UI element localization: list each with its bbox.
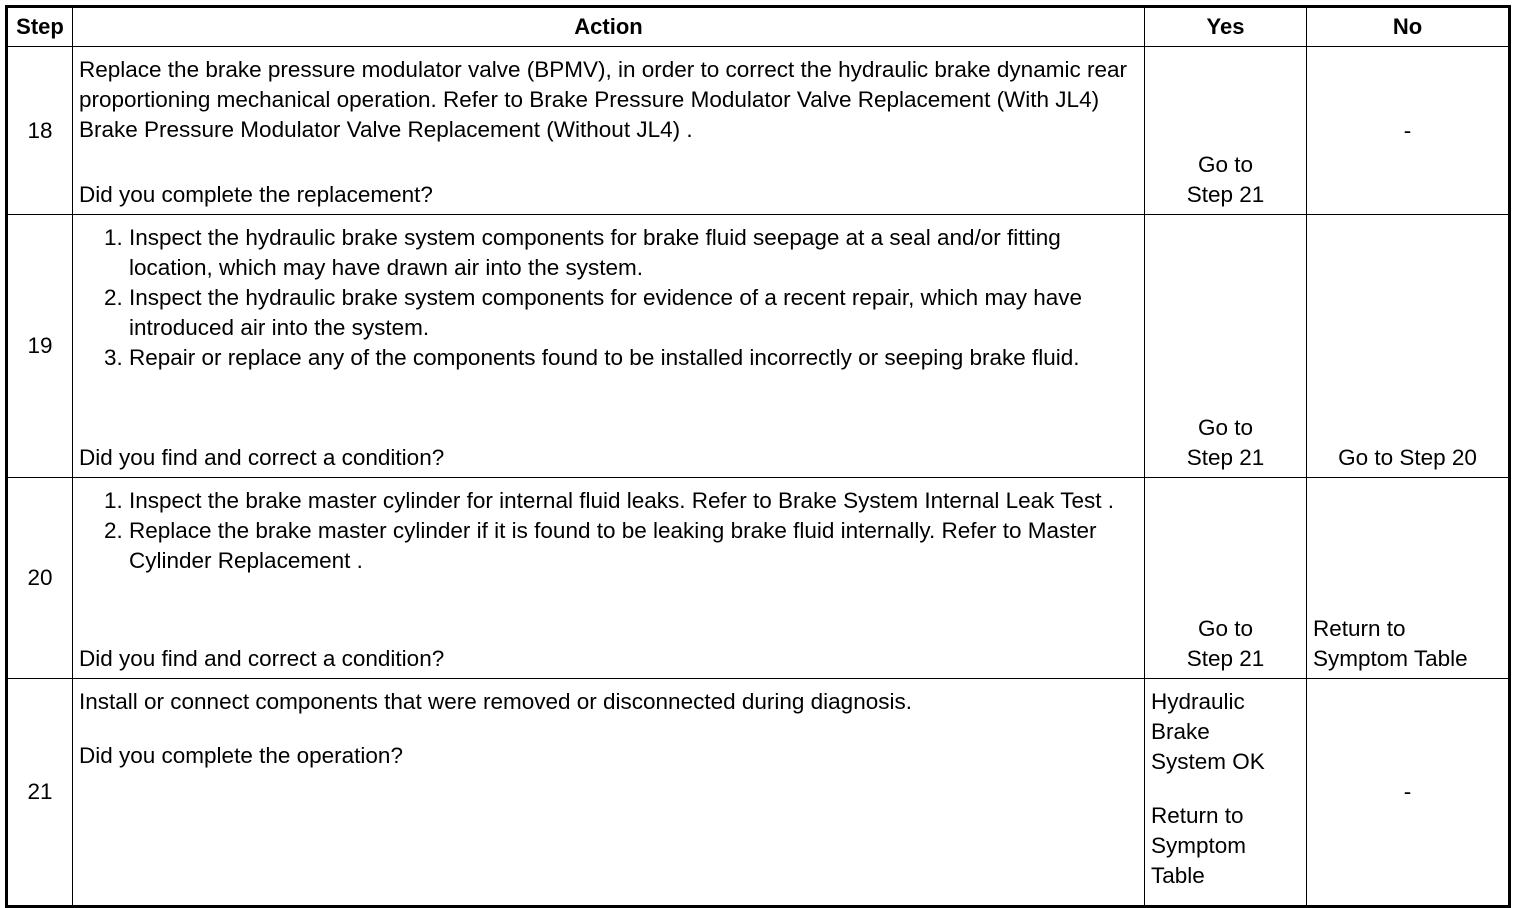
yes-line: Table bbox=[1151, 863, 1205, 888]
step-number: 19 bbox=[7, 215, 73, 478]
yes-line: Brake bbox=[1151, 719, 1210, 744]
header-action: Action bbox=[73, 7, 1145, 47]
header-no: No bbox=[1307, 7, 1510, 47]
action-cell bbox=[73, 679, 1145, 907]
list-item: 2. Replace the brake master cylinder if it is found to be leaking brake fluid internally. Refer to Master Cylinder Replacement . bbox=[129, 516, 1138, 576]
action-question: Did you complete the replacement? bbox=[79, 182, 433, 207]
no-cell: - bbox=[1307, 679, 1510, 907]
list-item: 2. Inspect the hydraulic brake system components for evidence of a recent repair, which may have introduced air into the system. bbox=[129, 283, 1138, 343]
yes-cell bbox=[1145, 679, 1307, 907]
table-row bbox=[7, 47, 1510, 215]
header-yes: Yes bbox=[1145, 7, 1307, 47]
action-cell bbox=[73, 47, 1145, 215]
yes-cell bbox=[1145, 47, 1307, 215]
yes-line: Go to bbox=[1197, 415, 1254, 440]
header-row bbox=[7, 7, 1510, 47]
action-question: Did you find and correct a condition? bbox=[79, 646, 445, 671]
yes-line: Step 21 bbox=[1186, 646, 1265, 671]
yes-line: System OK bbox=[1151, 749, 1265, 774]
step-number: 21 bbox=[7, 679, 73, 907]
action-question: Did you find and correct a condition? bbox=[79, 445, 445, 470]
action-cell bbox=[73, 478, 1145, 679]
yes-line: Symptom bbox=[1151, 833, 1247, 858]
yes-line: Step 21 bbox=[1186, 182, 1265, 207]
yes-cell bbox=[1145, 478, 1307, 679]
action-cell bbox=[73, 215, 1145, 478]
action-text: Replace the brake pressure modulator valve (BPMV), in order to correct the hydraulic brake dynamic rear proportioning mechanical operation. Refer to Brake Pressure Modulator Valve Replacement (With JL4) Brake Pressure Modulator Valve Replacement (Without JL4) . bbox=[79, 57, 1127, 142]
list-item: 1. Inspect the hydraulic brake system components for brake fluid seepage at a seal and/or fitting location, which may have drawn air into the system. bbox=[129, 223, 1138, 283]
list-item: 3. Repair or replace any of the components found to be installed incorrectly or seeping brake fluid. bbox=[129, 343, 1138, 373]
table-row bbox=[7, 215, 1510, 478]
no-cell bbox=[1307, 478, 1510, 679]
table-row bbox=[7, 478, 1510, 679]
step-number: 18 bbox=[7, 47, 73, 215]
table-row bbox=[7, 679, 1510, 907]
diagnostic-table bbox=[5, 5, 1511, 908]
yes-cell bbox=[1145, 215, 1307, 478]
list-item: 1. Inspect the brake master cylinder for internal fluid leaks. Refer to Brake System Internal Leak Test . bbox=[129, 486, 1138, 516]
yes-line: Return to bbox=[1151, 803, 1244, 828]
action-text: Install or connect components that were removed or disconnected during diagnosis. bbox=[79, 689, 912, 714]
no-cell: - bbox=[1307, 47, 1510, 215]
no-line: Return to bbox=[1313, 616, 1406, 641]
header-step: Step bbox=[7, 7, 73, 47]
yes-line: Go to bbox=[1197, 152, 1254, 177]
action-question: Did you complete the operation? bbox=[79, 743, 403, 768]
yes-line: Step 21 bbox=[1186, 445, 1265, 470]
action-steps-list bbox=[79, 223, 1138, 373]
step-number: 20 bbox=[7, 478, 73, 679]
yes-line: Hydraulic bbox=[1151, 689, 1245, 714]
yes-line: Go to bbox=[1197, 616, 1254, 641]
action-steps-list bbox=[79, 486, 1138, 576]
no-line: Symptom Table bbox=[1313, 646, 1468, 671]
no-cell: Go to Step 20 bbox=[1307, 215, 1510, 478]
